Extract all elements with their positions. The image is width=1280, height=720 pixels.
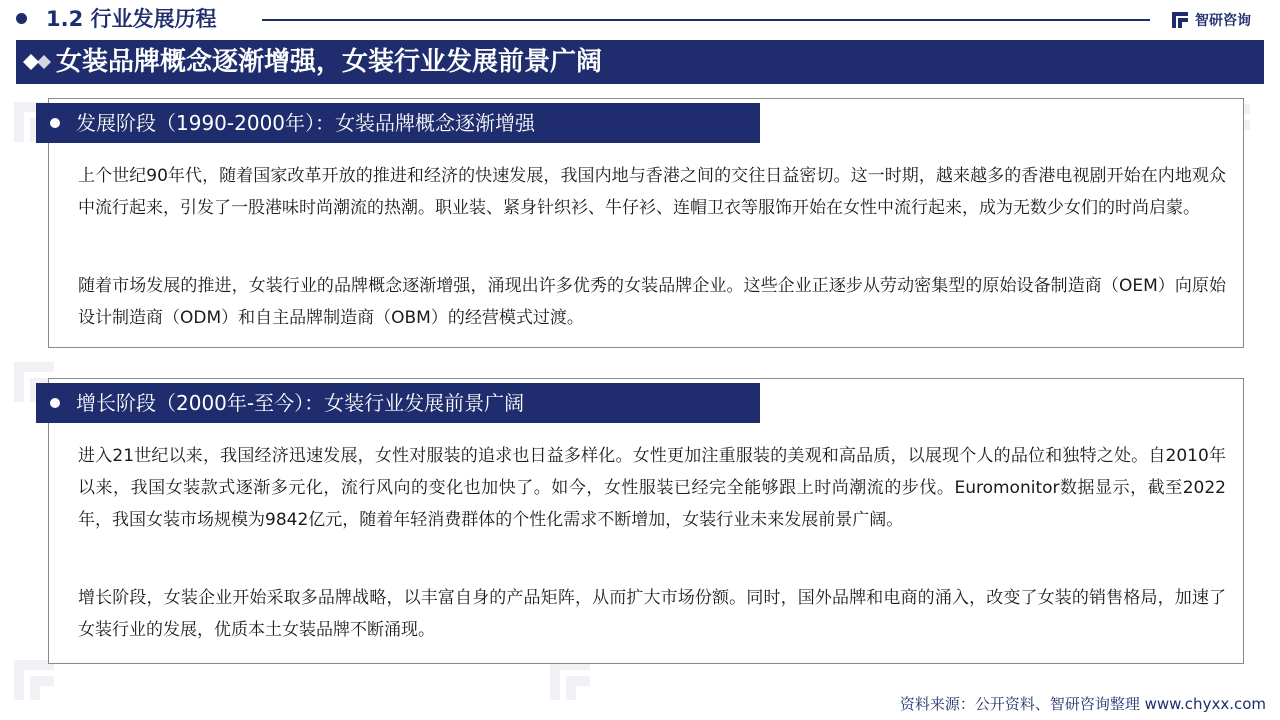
bullet-dot-icon [50, 118, 60, 128]
stage-paragraph: 随着市场发展的推进，女装行业的品牌概念逐渐增强，涌现出许多优秀的女装品牌企业。这些企业正逐步从劳动密集型的原始设备制造商（OEM）向原始设计制造商（ODM）和自主品牌制造商（OBM）的经营模式过渡。 [78, 276, 1226, 328]
main-title: 女装品牌概念逐渐增强，女装行业发展前景广阔 [56, 47, 603, 77]
section-bullet-icon [16, 13, 27, 24]
stage-header-growth [36, 383, 760, 423]
header-divider [262, 19, 1150, 21]
section-title: 1.2 行业发展历程 [46, 7, 217, 31]
main-title-bar [16, 40, 1264, 84]
source-note: 资料来源：公开资料、智研咨询整理 www.chyxx.com [899, 695, 1266, 713]
bullet-dot-icon [50, 398, 60, 408]
brand-name: 智研咨询 [1195, 13, 1251, 29]
stage-header-development [36, 103, 760, 143]
top-header [0, 0, 1280, 40]
zhiyan-logo-icon [1170, 10, 1190, 30]
stage-paragraph: 增长阶段，女装企业开始采取多品牌战略，以丰富自身的产品矩阵，从而扩大市场份额。同时，国外品牌和电商的涌入，改变了女装的销售格局，加速了女装行业的发展，优质本土女装品牌不断涌现。 [78, 588, 1226, 640]
stage-title: 发展阶段（1990-2000年）：女装品牌概念逐渐增强 [76, 111, 536, 135]
brand [1170, 8, 1251, 32]
stage-paragraph: 上个世纪90年代，随着国家改革开放的推进和经济的快速发展，我国内地与香港之间的交往日益密切。这一时期，越来越多的香港电视剧开始在内地观众中流行起来，引发了一股港味时尚潮流的热潮。职业装、紧身针织衫、牛仔衫、连帽卫衣等服饰开始在女性中流行起来，成为无数少女们的时尚启蒙。 [78, 166, 1226, 218]
stage-paragraph: 进入21世纪以来，我国经济迅速发展，女性对服装的追求也日益多样化。女性更加注重服装的美观和高品质，以展现个人的品位和独特之处。自2010年以来，我国女装款式逐渐多元化，流行风向的变化也加快了。如今，女性服装已经完全能够跟上时尚潮流的步伐。Euromonitor数据显示，截至2022年，我国女装市场规模为9842亿元，随着年轻消费群体的个性化需求不断增加，女装行业未来发展前景广阔。 [78, 446, 1226, 530]
double-diamond-icon [22, 53, 56, 71]
stage-title: 增长阶段（2000年-至今）：女装行业发展前景广阔 [76, 391, 525, 415]
